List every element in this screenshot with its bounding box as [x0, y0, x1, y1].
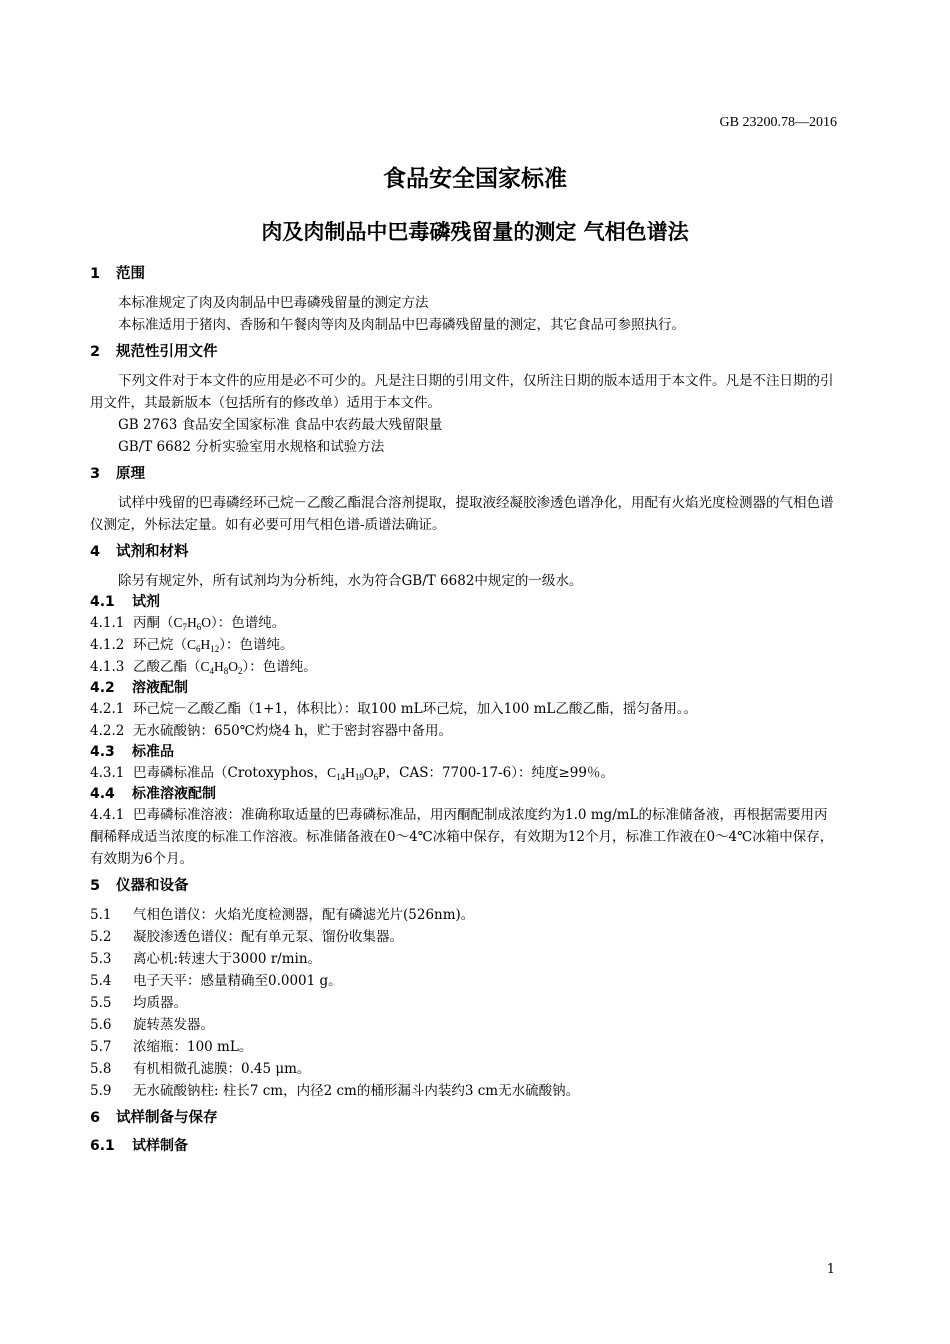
list-item: 5.4 电子天平：感量精确至0.0001 g。 [90, 973, 342, 989]
list-item: 5.3 离心机:转速大于3000 r/min。 [90, 951, 322, 967]
list-item: 4.1.2 环己烷$(C_6H_{12})$：色谱纯。 [90, 637, 294, 654]
paragraph: 本标准规定了肉及肉制品中巴毒磷残留量的测定方法 [118, 295, 429, 311]
section-sample-preparation [90, 1108, 840, 1156]
section-heading: 5 仪器和设备 [90, 878, 189, 894]
section-reagents [90, 542, 840, 870]
section-heading: 3 原理 [90, 466, 145, 482]
list-item: 5.1 气相色谱仪：火焰光度检测器，配有磷滤光片(526nm)。 [90, 907, 475, 923]
list-item: 4.1.1 丙酮$(C_7H_6O)$：色谱纯。 [90, 615, 286, 632]
list-item: 5.5 均质器。 [90, 995, 187, 1011]
section-heading: 1 范围 [90, 266, 145, 282]
section-principle [90, 464, 840, 536]
document-body [90, 258, 840, 1162]
list-item: 5.8 有机相微孔滤膜：0.45 μm。 [90, 1061, 311, 1077]
subsection-heading: 4.4 标准溶液配制 [90, 786, 216, 802]
list-item: 5.2 凝胶渗透色谱仪：配有单元泵、馏份收集器。 [90, 929, 403, 945]
list-item: 5.7 浓缩瓶：100 mL。 [90, 1039, 253, 1055]
list-item: 5.9 无水硫酸钠柱: 柱长7 cm，内径2 cm的桶形漏斗内装约3 cm无水硫酸钠。 [90, 1083, 580, 1099]
page-subtitle: 肉及肉制品中巴毒磷残留量的测定 气相色谱法 [261, 220, 689, 244]
chemical-formula: $C_4H_8O_2$ [200, 659, 243, 676]
subsection-heading: 4.3 标准品 [90, 744, 174, 760]
section-heading: 6 试样制备与保存 [90, 1110, 218, 1126]
page-title: 食品安全国家标准 [383, 166, 567, 192]
section-apparatus [90, 876, 840, 1102]
page-number: 1 [826, 1262, 835, 1277]
section-normative-references [90, 342, 840, 458]
reference-item: GB 2763 食品安全国家标准 食品中农药最大残留限量 [118, 417, 443, 433]
subsection-heading: 4.2 溶液配制 [90, 680, 188, 696]
list-item: 4.2.1 环己烷－乙酸乙酯（1+1，体积比）：取100 mL环己烷，加入100 mL乙酸乙酯，摇匀备用。。 [90, 701, 698, 717]
chemical-formula: $C_{14}H_{19}O_6P$ [327, 765, 386, 782]
list-item: 4.3.1 巴毒磷标准品（Crotoxyphos，$C_{14}H_{19}O_6P$，CAS：7700-17-6）：纯度≥99％。 [90, 765, 614, 782]
list-item: 4.4.1 巴毒磷标准溶液：准确称取适量的巴毒磷标准品，用丙酮配制成浓度约为1.0 mg/mL的标准储备液，再根据需要用丙酮稀释成适当浓度的标准工作溶液。标准储备液在0～4℃冰箱中保存，有效期为12个月，标准工作液在0～4℃冰箱中保存，有效期为6个月。 [90, 807, 834, 867]
paragraph: 本标准适用于猪肉、香肠和午餐肉等肉及肉制品中巴毒磷残留量的测定，其它食品可参照执行。 [118, 317, 685, 333]
paragraph: 下列文件对于本文件的应用是必不可少的。凡是注日期的引用文件，仅所注日期的版本适用于本文件。凡是不注日期的引用文件，其最新版本（包括所有的修改单）适用于本文件。 [90, 373, 834, 411]
reference-item: GB/T 6682 分析实验室用水规格和试验方法 [118, 439, 385, 455]
section-heading: 4 试剂和材料 [90, 544, 189, 560]
section-heading: 2 规范性引用文件 [90, 344, 218, 360]
chemical-formula: $C_6H_{12}$ [187, 637, 220, 654]
standard-code: GB 23200.78—2016 [719, 115, 837, 130]
paragraph: 除另有规定外，所有试剂均为分析纯，水为符合GB/T 6682中规定的一级水。 [118, 573, 583, 589]
list-item: 4.1.3 乙酸乙酯$(C_4H_8O_2)$：色谱纯。 [90, 659, 317, 676]
subsection-heading: 6.1 试样制备 [90, 1138, 188, 1154]
subsection-heading: 4.1 试剂 [90, 594, 160, 610]
section-scope [90, 264, 840, 336]
paragraph: 试样中残留的巴毒磷经环己烷－乙酸乙酯混合溶剂提取，提取液经凝胶渗透色谱净化，用配有火焰光度检测器的气相色谱仪测定，外标法定量。如有必要可用气相色谱-质谱法确证。 [90, 495, 834, 533]
list-item: 4.2.2 无水硫酸钠：650℃灼烧4 h，贮于密封容器中备用。 [90, 723, 452, 739]
list-item: 5.6 旋转蒸发器。 [90, 1017, 214, 1033]
chemical-formula: $C_7H_6O$ [173, 615, 212, 632]
